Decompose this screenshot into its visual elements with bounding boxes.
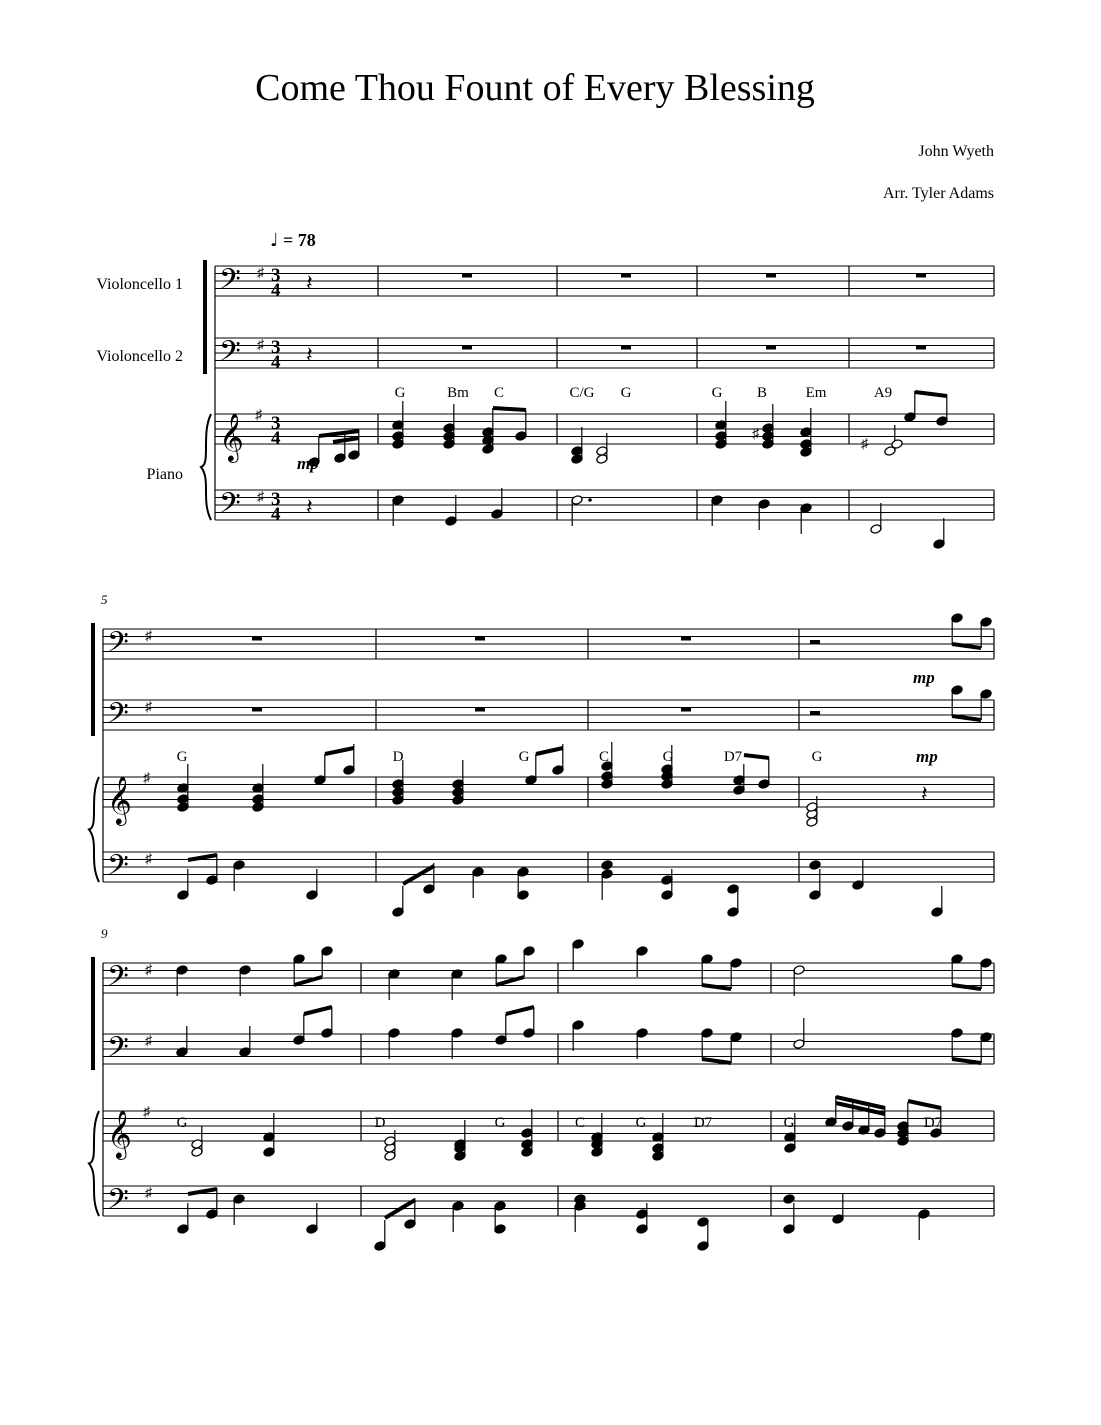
dot bbox=[588, 498, 592, 502]
time-signature-top: 3 bbox=[271, 337, 281, 358]
instrument-label-cello2: Violoncello 2 bbox=[96, 348, 183, 365]
treble-clef-icon: 𝄞 bbox=[107, 1112, 132, 1158]
whole-rest bbox=[681, 708, 691, 712]
beam bbox=[333, 438, 359, 442]
key-signature-sharp-icon: ♯ bbox=[257, 490, 264, 505]
chord-symbol: Bm bbox=[447, 385, 469, 401]
key-signature-sharp-icon: ♯ bbox=[145, 629, 152, 644]
system-bracket bbox=[91, 623, 95, 736]
whole-rest bbox=[916, 346, 926, 350]
piano-brace bbox=[201, 414, 211, 520]
whole-rest bbox=[766, 346, 776, 350]
whole-rest bbox=[621, 346, 631, 350]
beam bbox=[952, 644, 981, 648]
staves bbox=[89, 260, 994, 1222]
time-signature-top: 3 bbox=[271, 265, 281, 286]
dynamic-mp: mp bbox=[913, 668, 935, 687]
key-signature-sharp-icon: ♯ bbox=[145, 1034, 152, 1049]
chord-symbol: G bbox=[620, 385, 632, 401]
whole-rest bbox=[621, 274, 631, 278]
notehead bbox=[809, 860, 821, 871]
time-signature-bottom: 4 bbox=[271, 504, 281, 525]
beam bbox=[952, 1059, 981, 1063]
treble-clef-icon: 𝄞 bbox=[219, 415, 244, 461]
chord-symbol: G bbox=[662, 749, 674, 765]
chord-symbol: A9 bbox=[873, 385, 893, 401]
bass-clef-icon: 𝄢 bbox=[107, 1185, 129, 1222]
quarter-rest-icon: 𝄽 bbox=[306, 342, 313, 367]
key-signature-sharp-icon: ♯ bbox=[861, 437, 868, 452]
whole-rest bbox=[475, 637, 485, 641]
chord-symbol: G bbox=[711, 385, 723, 401]
bass-clef-icon: 𝄢 bbox=[107, 851, 129, 888]
chord-symbol: C bbox=[598, 749, 610, 765]
beam bbox=[744, 755, 769, 758]
beam bbox=[506, 1007, 534, 1014]
chord-symbol: C/G bbox=[569, 385, 595, 401]
chord-symbol: D7 bbox=[693, 1115, 713, 1131]
chord-symbol: G bbox=[394, 385, 406, 401]
beam bbox=[536, 748, 563, 754]
beam bbox=[493, 408, 526, 410]
whole-rest bbox=[462, 274, 472, 278]
time-signature-top: 3 bbox=[271, 413, 281, 434]
measure-number: 5 bbox=[101, 592, 108, 607]
chord-symbol: D bbox=[392, 749, 404, 765]
key-signature-sharp-icon: ♯ bbox=[145, 1186, 152, 1201]
piano-brace bbox=[89, 1111, 99, 1216]
notehead bbox=[783, 1194, 795, 1205]
bass-clef-icon: 𝄢 bbox=[219, 337, 241, 374]
system-bracket bbox=[91, 957, 95, 1070]
notehead bbox=[601, 860, 613, 871]
piano-brace bbox=[89, 777, 99, 882]
treble-clef-icon: 𝄞 bbox=[107, 778, 132, 824]
half-rest bbox=[810, 640, 820, 644]
tempo-value: = 78 bbox=[283, 230, 316, 250]
whole-rest bbox=[475, 708, 485, 712]
beam bbox=[908, 1101, 941, 1108]
key-signature-sharp-icon: ♯ bbox=[257, 266, 264, 281]
key-signature-sharp-icon: ♯ bbox=[143, 1105, 150, 1120]
quarter-rest-icon: 𝄽 bbox=[921, 781, 928, 806]
whole-rest bbox=[766, 274, 776, 278]
bass-clef-icon: 𝄢 bbox=[107, 962, 129, 999]
instrument-label-cello1: Violoncello 1 bbox=[96, 276, 183, 293]
chord-symbol: G bbox=[783, 1115, 795, 1131]
chord-symbol: G bbox=[635, 1115, 647, 1131]
composer: John Wyeth bbox=[918, 143, 994, 160]
chord-symbol: G bbox=[176, 749, 188, 765]
instrument-label-piano: Piano bbox=[146, 466, 183, 483]
beam bbox=[325, 748, 354, 754]
bass-clef-icon: 𝄢 bbox=[107, 1033, 129, 1070]
dynamic-mp: mp bbox=[916, 747, 938, 766]
quarter-rest-icon: 𝄽 bbox=[306, 494, 313, 519]
beam bbox=[304, 1007, 332, 1014]
time-signature-bottom: 4 bbox=[271, 428, 281, 449]
chord-symbol: D bbox=[374, 1115, 386, 1131]
notes bbox=[176, 270, 992, 1251]
beam bbox=[915, 392, 947, 396]
key-signature-sharp-icon: ♯ bbox=[145, 963, 152, 978]
beam bbox=[319, 431, 359, 436]
score-title: Come Thou Fount of Every Blessing bbox=[255, 67, 815, 109]
beam bbox=[702, 1059, 731, 1063]
whole-rest bbox=[681, 637, 691, 641]
system-bracket bbox=[203, 260, 207, 374]
chord-symbol: C bbox=[493, 385, 505, 401]
key-signature-sharp-icon: ♯ bbox=[143, 771, 150, 786]
chord-symbol: D7 bbox=[923, 1115, 943, 1131]
bass-clef-icon: 𝄢 bbox=[107, 699, 129, 736]
bass-clef-icon: 𝄢 bbox=[219, 265, 241, 302]
chord-symbol: G bbox=[811, 749, 823, 765]
bass-clef-icon: 𝄢 bbox=[219, 489, 241, 526]
chord-symbol: D7 bbox=[723, 749, 743, 765]
whole-rest bbox=[462, 346, 472, 350]
quarter-note-icon: ♩ bbox=[270, 230, 279, 251]
key-signature-sharp-icon: ♯ bbox=[145, 852, 152, 867]
time-signature-bottom: 4 bbox=[271, 280, 281, 301]
key-signature-sharp-icon: ♯ bbox=[255, 408, 262, 423]
chord-symbol: G bbox=[176, 1115, 188, 1131]
whole-rest bbox=[252, 708, 262, 712]
key-signature-sharp-icon: ♯ bbox=[257, 338, 264, 353]
chord-symbol: G bbox=[494, 1115, 506, 1131]
bass-clef-icon: 𝄢 bbox=[107, 628, 129, 665]
whole-rest bbox=[252, 637, 262, 641]
time-signature-top: 3 bbox=[271, 489, 281, 510]
whole-rest bbox=[916, 274, 926, 278]
chord-symbol: G bbox=[518, 749, 530, 765]
dynamic-mp: mp bbox=[297, 454, 319, 473]
chord-symbol: C bbox=[574, 1115, 586, 1131]
chord-symbol: B bbox=[756, 385, 768, 401]
key-signature-sharp-icon: ♯ bbox=[752, 427, 759, 442]
half-rest bbox=[810, 711, 820, 715]
key-signature-sharp-icon: ♯ bbox=[145, 700, 152, 715]
chord-symbol: Em bbox=[805, 385, 827, 401]
measure-number: 9 bbox=[101, 926, 108, 941]
quarter-rest-icon: 𝄽 bbox=[306, 270, 313, 295]
time-signature-bottom: 4 bbox=[271, 352, 281, 373]
arranger: Arr. Tyler Adams bbox=[882, 185, 994, 202]
beam bbox=[952, 716, 981, 720]
